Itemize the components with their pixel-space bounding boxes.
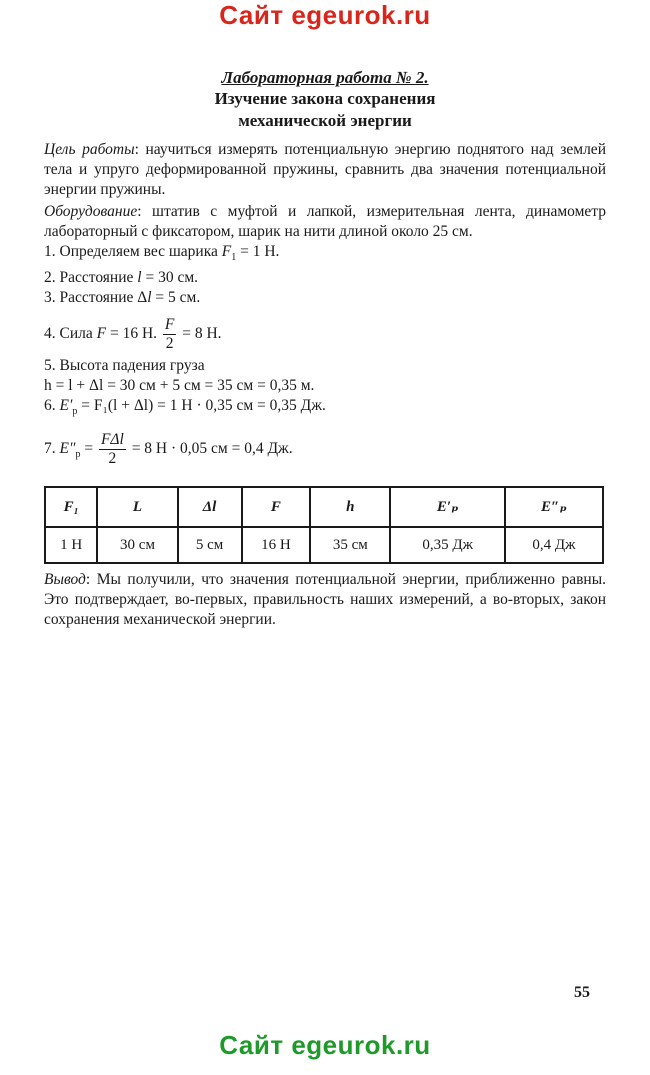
step-2-var: l <box>137 269 142 287</box>
equipment-paragraph <box>44 202 606 242</box>
main-title-line2: механической энергии <box>238 111 412 130</box>
step-4-frac-num: F <box>164 316 175 334</box>
step-7-var: E″ <box>59 440 76 458</box>
header-f1: F₁ <box>45 487 97 527</box>
step-7-suffix: = 8 Н · 0,05 см = 0,4 Дж. <box>127 440 293 458</box>
step-7-prefix: 7. <box>44 440 60 458</box>
value-ep2: 0,4 Дж <box>505 527 603 563</box>
step-6-sub: p <box>72 406 78 418</box>
step-4-fraction <box>163 316 176 353</box>
step-4-frac-den: 2 <box>165 335 174 353</box>
step-3 <box>44 288 606 308</box>
step-1-prefix: 1. Определяем вес шарика <box>44 243 222 260</box>
goal-label: Цель работы <box>44 141 135 158</box>
step-7-frac-num: FΔl <box>100 431 124 449</box>
header-ep1: E′ₚ <box>390 487 504 527</box>
results-header-row <box>45 487 603 527</box>
step-7-sub: p <box>75 449 81 461</box>
step-3-prefix: 3. Расстояние Δ <box>44 289 148 307</box>
page-number: 55 <box>574 984 590 1001</box>
header-h: h <box>310 487 390 527</box>
results-value-row <box>45 527 603 563</box>
step-7-fraction <box>99 431 126 468</box>
value-l: 30 см <box>97 527 177 563</box>
lab-title: Лабораторная работа № 2. <box>221 68 429 87</box>
step-5-line1: 5. Высота падения груза <box>44 357 205 375</box>
step-3-var: l <box>147 289 152 307</box>
value-ep1: 0,35 Дж <box>390 527 504 563</box>
step-6 <box>44 396 606 422</box>
step-4-suffix: = 8 Н. <box>178 325 222 343</box>
step-1-suffix: = 1 Н. <box>236 243 280 260</box>
header-ep2: E″ₚ <box>505 487 603 527</box>
step-6-var: E′ <box>59 397 73 415</box>
step-4-mid: = 16 Н. <box>106 325 161 343</box>
step-2-suffix: = 30 см. <box>141 269 199 287</box>
header-f: F <box>242 487 311 527</box>
step-7 <box>44 426 606 478</box>
conclusion-label: Вывод <box>44 571 86 589</box>
step-2 <box>44 268 606 288</box>
goal-paragraph <box>44 140 606 200</box>
step-6-rest: = F₁(l + Δl) = 1 Н · 0,35 см = 0,35 Дж. <box>77 397 326 415</box>
step-4-var: F <box>96 325 107 343</box>
site-banner-top <box>0 0 650 31</box>
value-f: 16 Н <box>242 527 311 563</box>
equipment-text: : штатив с муфтой и лапкой, измерительная лента, динамометр лабораторный с фиксатором, шарик на нити длиной около 25 см. <box>44 203 606 240</box>
step-3-suffix: = 5 см. <box>151 289 201 307</box>
banner-text-domain[interactable]: egeurok.ru <box>291 0 431 30</box>
value-f1: 1 Н <box>45 527 97 563</box>
step-4-prefix: 4. Сила <box>44 325 97 343</box>
value-delta-l: 5 см <box>178 527 242 563</box>
step-5-line2: h = l + Δl = 30 см + 5 см = 35 см = 0,35 м. <box>44 377 315 395</box>
banner-text-site-bottom: Сайт <box>219 1030 284 1060</box>
step-4 <box>44 312 606 356</box>
step-1-var: F <box>221 243 232 260</box>
header-l: L <box>97 487 177 527</box>
conclusion-text: : Мы получили, что значения потенциальной энергии, приближенно равны. Это подтверждает, во-первых, правильность наших измерений, а во-вторых, закон сохранения механической энергии. <box>44 571 606 629</box>
main-title-line1: Изучение закона сохранения <box>214 89 436 108</box>
conclusion-paragraph <box>44 570 606 630</box>
goal-text: : научиться измерять потенциальную энергию поднятого над землей тела и упруго деформированной пружины, сравнить два значения потенциальной энергии пружины. <box>44 141 606 198</box>
results-table <box>44 486 604 564</box>
step-2-prefix: 2. Расстояние <box>44 269 138 287</box>
step-1 <box>44 242 606 268</box>
value-h: 35 см <box>310 527 390 563</box>
step-6-prefix: 6. <box>44 397 60 415</box>
page-content <box>44 66 606 630</box>
banner-text-site: Сайт <box>219 0 284 30</box>
step-7-eq: = <box>80 440 97 458</box>
equipment-label: Оборудование <box>44 203 138 220</box>
header-delta-l: Δl <box>178 487 242 527</box>
site-banner-bottom <box>0 1030 650 1061</box>
banner-text-domain-bottom[interactable]: egeurok.ru <box>291 1030 431 1060</box>
step-1-sub: 1 <box>231 252 237 264</box>
step-7-frac-den: 2 <box>108 450 117 468</box>
